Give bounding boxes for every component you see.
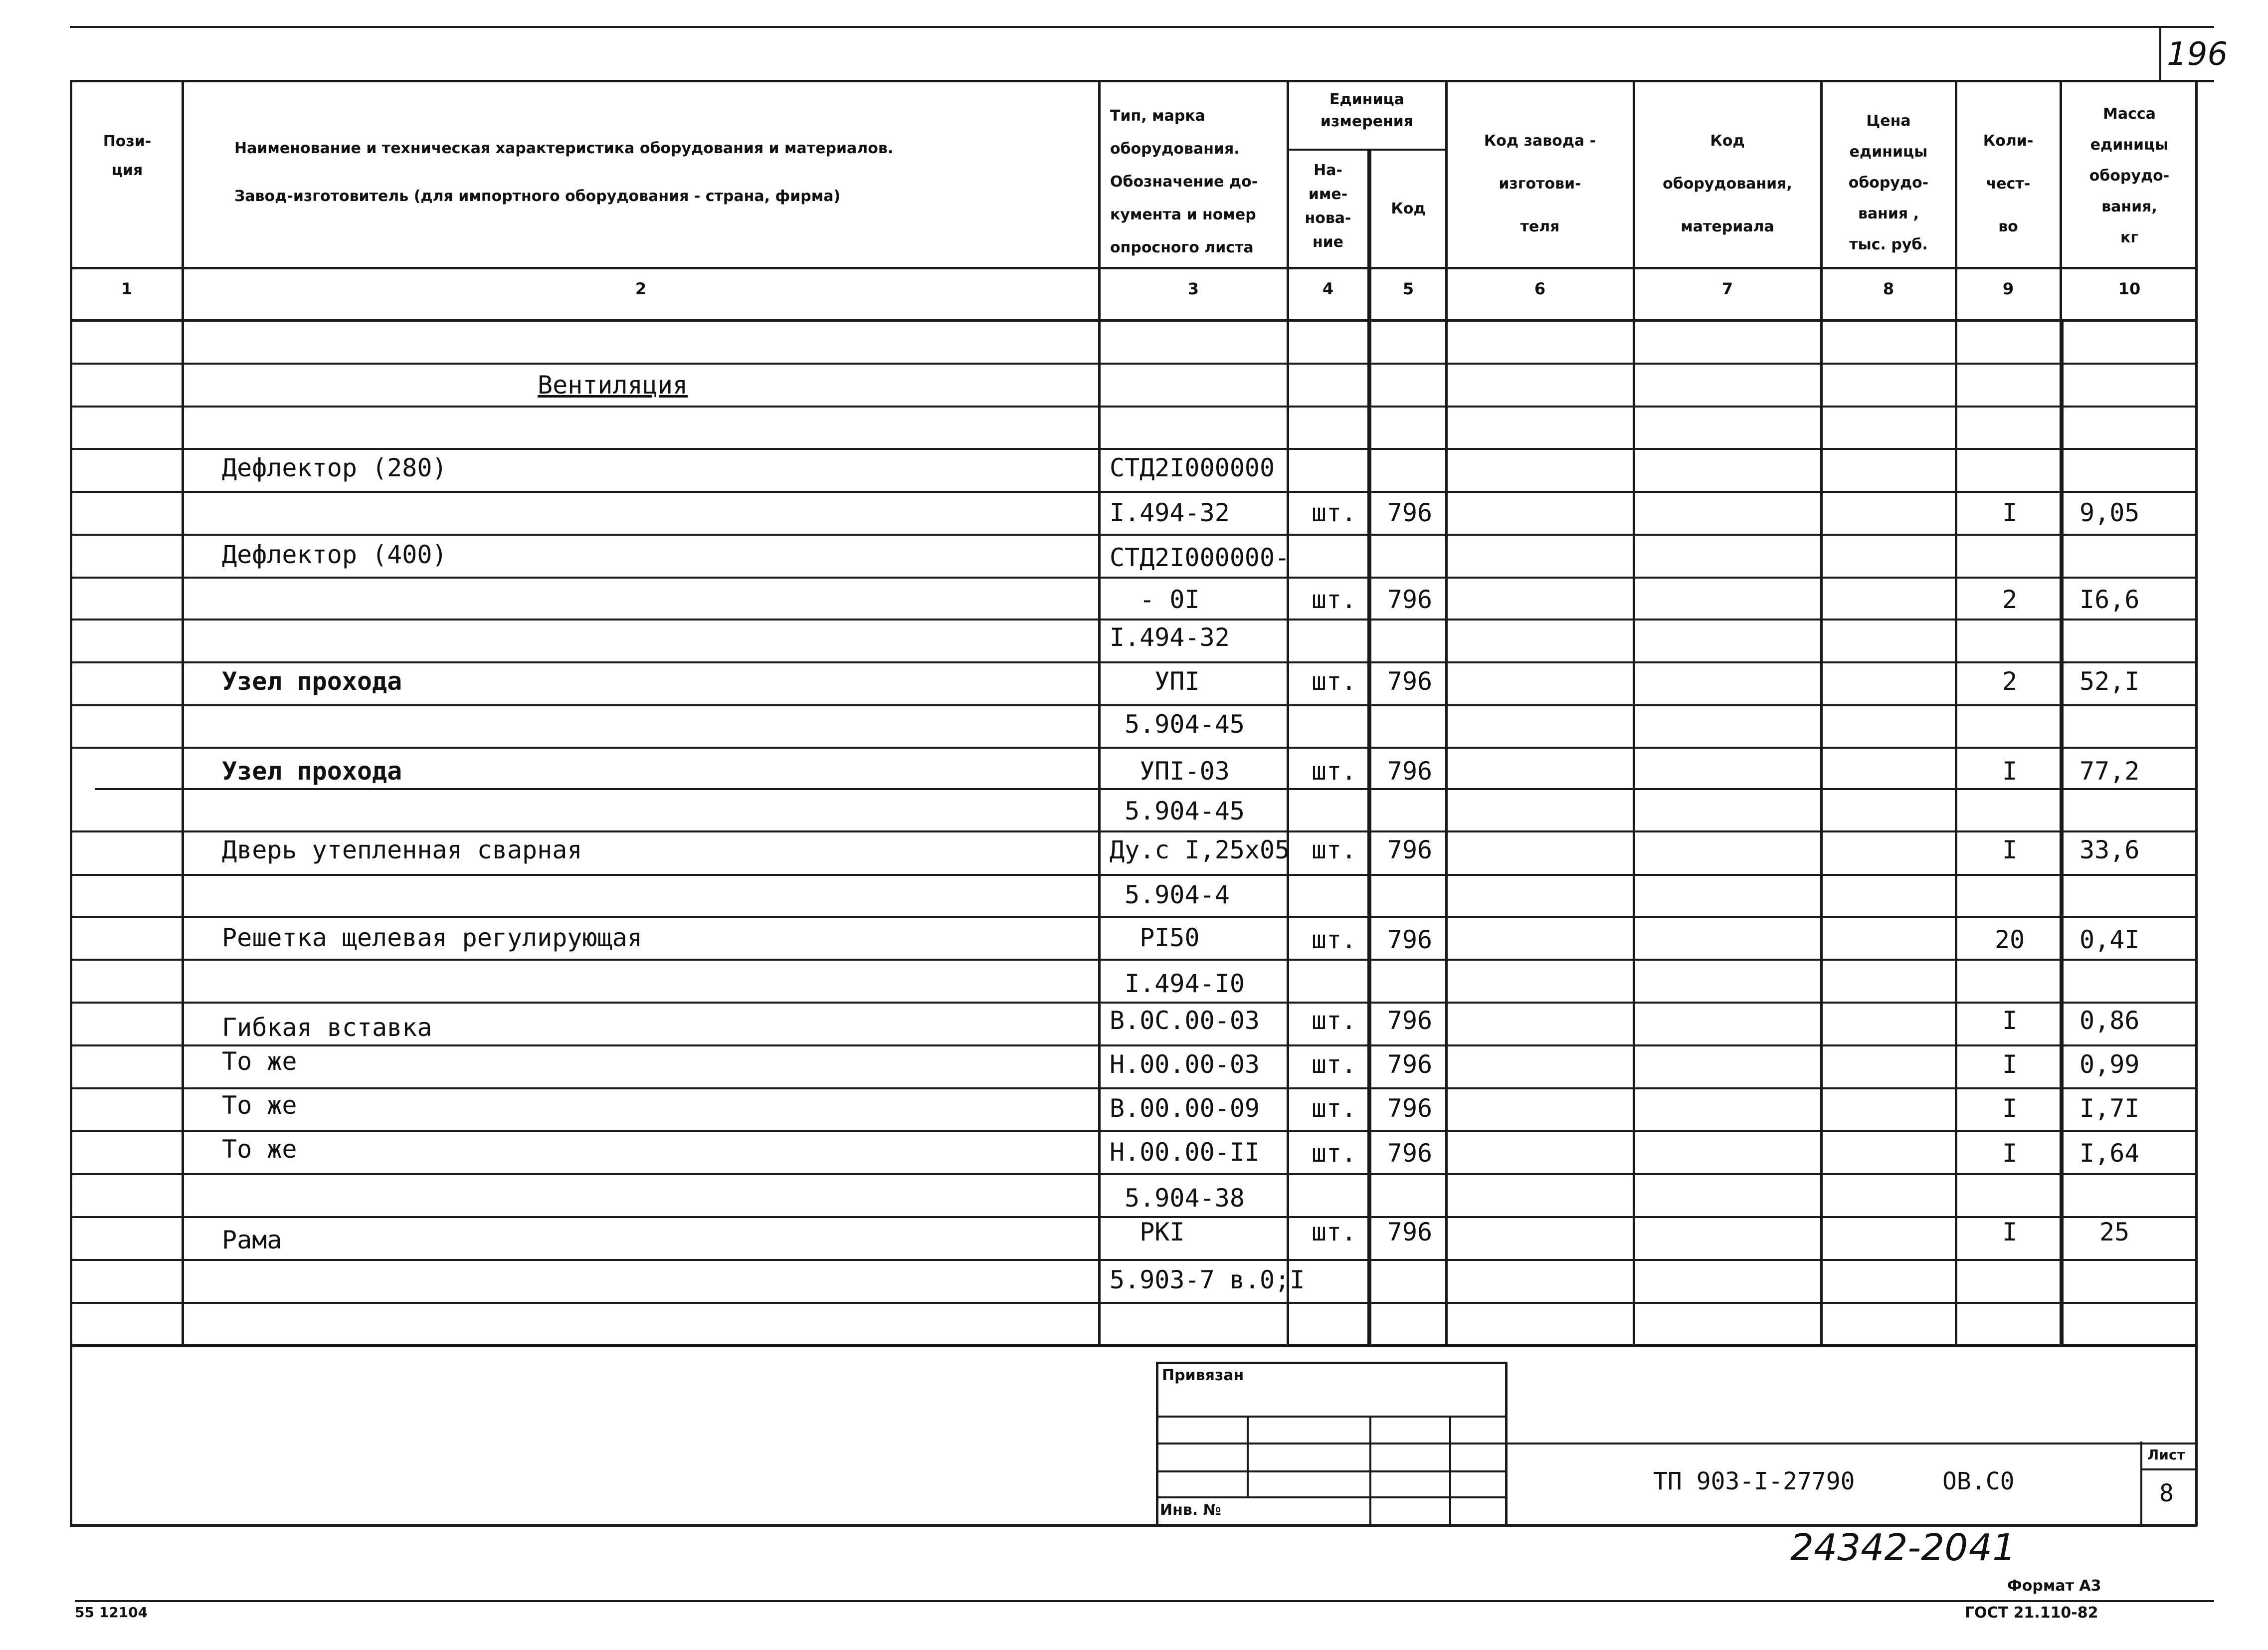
row-rule (70, 577, 2197, 579)
row-type: I.494-32 (1110, 623, 1230, 652)
row-mass: I,64 (2079, 1139, 2140, 1168)
row-qty: I (2002, 1006, 2018, 1035)
row-name: Дефлектор (400) (222, 540, 447, 569)
footer-left-code: 55 12104 (75, 1604, 148, 1621)
header-col9-line2: чест- (1986, 175, 2031, 193)
header-col7-line3: материала (1681, 218, 1774, 235)
sheet-value: 8 (2159, 1479, 2174, 1507)
row-mass: I6,6 (2079, 585, 2140, 614)
row-rule (70, 1302, 2197, 1304)
header-unit-group-line1: Единица (1329, 91, 1404, 108)
colnum-1: 1 (121, 279, 133, 298)
sheet-box-left (2140, 1442, 2142, 1525)
row-rule (70, 959, 2197, 961)
row-type: СТД2I000000- (1110, 543, 1290, 572)
colnum-5: 5 (1402, 279, 1414, 298)
handwritten-page: 41 (1969, 1526, 2016, 1569)
row-name: Гибкая вставка (222, 1013, 432, 1042)
row-rule (70, 534, 2197, 536)
row-name: То же (222, 1135, 297, 1164)
colnum-8: 8 (1883, 279, 1894, 298)
row-type: СТД2I000000 (1110, 453, 1275, 482)
row-type: - 0I (1110, 585, 1200, 614)
row-unit: шт. (1311, 1218, 1357, 1246)
colnum-7: 7 (1721, 279, 1733, 298)
row-qty: I (2002, 1218, 2018, 1246)
row-unit: шт. (1311, 1050, 1357, 1079)
header-unit-group-line2: измерения (1320, 113, 1414, 130)
handwritten-number: 24342-20 (1790, 1526, 1968, 1569)
header-col8-line1: Цена (1866, 112, 1911, 130)
row-unit: шт. (1311, 835, 1357, 864)
col-divider-1 (182, 80, 184, 1347)
stamp-rule (1156, 1470, 1507, 1472)
row-qty: I (2002, 1050, 2018, 1079)
row-type: PI50 (1110, 923, 1200, 952)
row-mass: 0,4I (2079, 925, 2140, 954)
stamp-top-rule (1156, 1362, 1507, 1364)
header-col3 (1100, 100, 1287, 264)
row-unit: шт. (1311, 757, 1357, 786)
header-col8-line5: тыс. руб. (1849, 236, 1928, 253)
header-col4-line4: ние (1312, 233, 1344, 251)
row-mass: 0,99 (2079, 1050, 2140, 1079)
header-col3-line5: опросного листа (1110, 239, 1254, 256)
row-name: Дверь утепленная сварная (222, 835, 582, 864)
row-type: Н.00.00-03 (1110, 1050, 1260, 1079)
header-col3-line4: кумента и номер (1110, 206, 1256, 223)
header-col4-line1: На- (1314, 162, 1342, 179)
header-col10-line4: вания, (2101, 198, 2157, 215)
header-col4-line3: нова- (1305, 209, 1351, 227)
row-rule (70, 874, 2197, 876)
header-col6-line2: изготови- (1499, 175, 1581, 193)
header-col10-line3: оборудо- (2089, 167, 2170, 185)
header-col2-line2: Завод-изготовитель (для импортного оборудования - страна, фирма) (234, 188, 841, 205)
row-code: 796 (1387, 757, 1433, 786)
row-code: 796 (1387, 1006, 1433, 1035)
header-col8-line3: оборудо- (1848, 174, 1929, 192)
header-col3-line3: Обозначение до- (1110, 173, 1258, 191)
row-qty: 2 (2002, 667, 2018, 696)
row-mass: 33,6 (2079, 835, 2140, 864)
unit-group-rule (1287, 149, 1447, 151)
row-mass: I,7I (2079, 1094, 2140, 1123)
row-code: 796 (1387, 1218, 1433, 1246)
top-rule (70, 26, 2214, 28)
header-col6 (1447, 120, 1633, 248)
row-name: Решетка щелевая регулирующая (222, 923, 642, 952)
row-code: 796 (1387, 835, 1433, 864)
col-divider-9 (2060, 319, 2064, 1347)
colnum-bottom-rule (70, 319, 2197, 322)
row-code: 796 (1387, 925, 1433, 954)
footer-standard: ГОСТ 21.110-82 (1965, 1604, 2098, 1622)
row-rule (70, 491, 2197, 493)
row-code: 796 (1387, 1139, 1433, 1168)
header-col8-line2: единицы (1849, 143, 1928, 161)
row-code: 796 (1387, 498, 1433, 527)
stamp-tied-label: Привязан (1162, 1367, 1244, 1384)
row-unit: шт. (1311, 1006, 1357, 1035)
header-col9 (1957, 120, 2060, 248)
row-qty: I (2002, 1094, 2018, 1123)
row-mass: 0,86 (2079, 1006, 2140, 1035)
top-sheet-number: 196 (2167, 36, 2228, 73)
header-unit-group (1289, 89, 1445, 133)
footer-rule (75, 1600, 2214, 1602)
row-type: I.494-I0 (1110, 969, 1245, 998)
row-qty: 20 (1994, 925, 2025, 954)
row-qty: 2 (2002, 585, 2018, 614)
row-rule (95, 788, 2197, 790)
sheet-box-rule (2140, 1468, 2196, 1470)
row-rule (70, 1044, 2197, 1046)
row-unit: шт. (1311, 498, 1357, 527)
colnum-4: 4 (1322, 279, 1334, 298)
row-type: 5.904-38 (1110, 1184, 1245, 1213)
row-code: 796 (1387, 667, 1433, 696)
colnum-2: 2 (635, 279, 647, 298)
header-col2-line1: Наименование и техническая характеристика оборудования и материалов. (234, 140, 894, 157)
row-rule (70, 661, 2197, 663)
header-col1-line2: ция (111, 162, 143, 179)
stamp-rule (1156, 1496, 1507, 1498)
colnum-9: 9 (2002, 279, 2014, 298)
header-col6-line3: теля (1520, 218, 1560, 235)
header-col1-line1: Пози- (103, 133, 152, 150)
header-col1 (75, 127, 180, 185)
row-type: Ду.с I,25х05 (1110, 835, 1290, 864)
table-body-bottom-rule (70, 1344, 2197, 1347)
row-unit: шт. (1311, 925, 1357, 954)
row-qty: I (2002, 835, 2018, 864)
col-divider-8 (1955, 80, 1957, 1347)
row-type: 5.903-7 в.0;I (1110, 1265, 1305, 1294)
row-name: Дефлектор (280) (222, 453, 447, 482)
table-right-border (2195, 80, 2198, 1526)
row-rule (70, 1173, 2197, 1175)
header-col3-line1: Тип, марка (1110, 107, 1205, 125)
row-name: Рама (222, 1226, 282, 1254)
row-rule (70, 1130, 2197, 1132)
stamp-inv-label: Инв. № (1160, 1501, 1221, 1519)
col-divider-3 (1287, 80, 1289, 1347)
stamp-inner-divider (1247, 1416, 1249, 1497)
footer-format: Формат А3 (2007, 1577, 2101, 1595)
row-type: 5.904-4 (1110, 880, 1230, 909)
header-bottom-rule (70, 267, 2197, 269)
colnum-6: 6 (1534, 279, 1546, 298)
row-type: УПI-03 (1110, 757, 1230, 786)
header-col10-line5: кг (2120, 229, 2139, 246)
row-name: То же (222, 1047, 297, 1076)
row-name: Узел прохода (222, 757, 402, 786)
row-code: 796 (1387, 1050, 1433, 1079)
header-col10-line1: Масса (2103, 105, 2156, 123)
row-rule (70, 1087, 2197, 1089)
header-col6-line1: Код завода - (1484, 132, 1596, 150)
row-rule (70, 448, 2197, 450)
col-divider-6 (1633, 80, 1635, 1347)
row-rule (70, 704, 2197, 706)
section-title: Вентиляция (538, 371, 688, 400)
row-rule (70, 406, 2197, 408)
row-qty: I (2002, 757, 2018, 786)
doc-mark: ОВ.С0 (1942, 1467, 2015, 1495)
stamp-inner-divider (1369, 1416, 1371, 1525)
title-block-rule (1505, 1443, 2196, 1444)
row-type: В.00.00-09 (1110, 1094, 1260, 1123)
stamp-rule (1156, 1443, 1507, 1444)
header-col9-line1: Коли- (1983, 132, 2034, 150)
row-rule (70, 830, 2197, 832)
col-divider-7 (1820, 80, 1823, 1347)
row-type: I.494-32 (1110, 498, 1230, 527)
header-col3-line2: оборудования. (1110, 140, 1240, 158)
row-qty: I (2002, 1139, 2018, 1168)
header-col10 (2064, 99, 2195, 253)
stamp-inner-divider (1449, 1416, 1451, 1525)
row-type: В.0С.00-03 (1110, 1006, 1260, 1035)
header-col10-line2: единицы (2090, 136, 2169, 154)
header-col7 (1635, 120, 1820, 248)
row-mass: 77,2 (2079, 757, 2140, 786)
row-type: 5.904-45 (1110, 710, 1245, 739)
row-mass: 9,05 (2079, 498, 2140, 527)
header-top-rule (70, 80, 2214, 82)
colnum-10: 10 (2118, 279, 2141, 298)
col-divider-9-head (2060, 80, 2062, 319)
header-col5: Код (1391, 200, 1426, 217)
header-col8-line4: вания , (1858, 205, 1919, 222)
colnum-3: 3 (1187, 279, 1199, 298)
row-type: PKI (1110, 1218, 1185, 1246)
sheet-label: Лист (2147, 1446, 2185, 1463)
stamp-rule (1156, 1416, 1507, 1418)
header-col4-line2: име- (1308, 186, 1348, 203)
row-rule (70, 1259, 2197, 1261)
row-name: Узел прохода (222, 667, 402, 696)
row-unit: шт. (1311, 1094, 1357, 1123)
row-rule (70, 916, 2197, 918)
row-name: То же (222, 1091, 297, 1120)
header-col9-line3: во (1998, 218, 2018, 235)
row-mass: 25 (2099, 1218, 2130, 1246)
header-col2 (234, 125, 1082, 220)
row-rule (70, 363, 2197, 365)
row-qty: I (2002, 498, 2018, 527)
header-col4 (1289, 159, 1367, 254)
row-rule (70, 747, 2197, 749)
row-type: 5.904-45 (1110, 797, 1245, 825)
row-rule (70, 619, 2197, 620)
row-type: УПI (1110, 667, 1200, 696)
doc-code: ТП 903-I-27790 (1653, 1467, 1855, 1495)
sheet-corner-divider (2159, 26, 2161, 82)
row-rule (70, 1002, 2197, 1004)
header-col7-line2: оборудования, (1663, 175, 1792, 193)
row-unit: шт. (1311, 1139, 1357, 1168)
row-mass: 52,I (2079, 667, 2140, 696)
row-code: 796 (1387, 1094, 1433, 1123)
row-unit: шт. (1311, 585, 1357, 614)
row-code: 796 (1387, 585, 1433, 614)
row-type: Н.00.00-II (1110, 1138, 1260, 1167)
row-unit: шт. (1311, 667, 1357, 696)
header-col7-line1: Код (1710, 132, 1745, 150)
header-col8 (1822, 106, 1955, 260)
col-divider-2 (1098, 80, 1101, 1347)
